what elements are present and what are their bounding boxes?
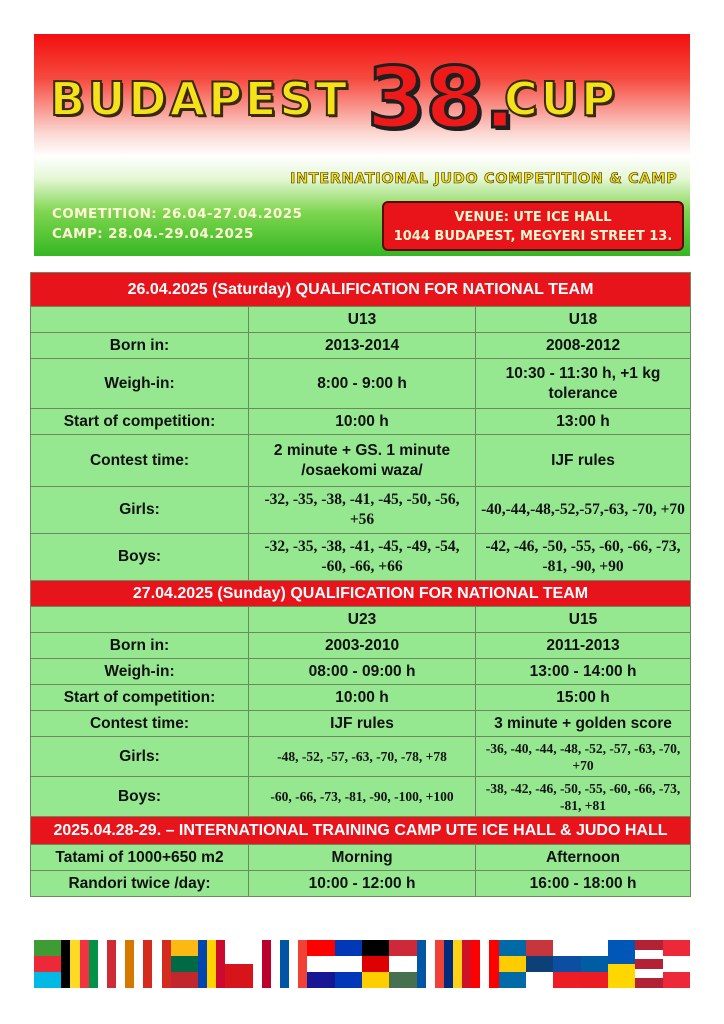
day1-age-group-1: U13 bbox=[249, 307, 476, 333]
weight-categories: -42, -46, -50, -55, -60, -66, -73, -81, -90, +90 bbox=[476, 534, 691, 581]
day1-age-row bbox=[31, 307, 691, 333]
day1-start-row bbox=[31, 409, 691, 435]
slovenia-flag bbox=[581, 940, 608, 988]
row-label: Tatami of 1000+650 m2 bbox=[31, 845, 249, 871]
weight-categories: -48, -52, -57, -63, -70, -78, +78 bbox=[249, 737, 476, 777]
table-cell: 15:00 h bbox=[476, 685, 691, 711]
slovakia-flag bbox=[553, 940, 580, 988]
day2-contest-row bbox=[31, 711, 691, 737]
croatia-flag bbox=[307, 940, 334, 988]
table-cell: 13:00 - 14:00 h bbox=[476, 659, 691, 685]
event-banner bbox=[34, 34, 690, 256]
table-cell: 2013-2014 bbox=[249, 333, 476, 359]
row-label: Weigh-in: bbox=[31, 359, 249, 409]
germany-flag bbox=[362, 940, 389, 988]
day2-empty-cell bbox=[31, 607, 249, 633]
venue-box bbox=[382, 201, 684, 251]
day1-boys-row bbox=[31, 534, 691, 581]
venue-address: 1044 BUDAPEST, MEGYERI STREET 13. bbox=[393, 229, 673, 244]
table-cell: 2003-2010 bbox=[249, 633, 476, 659]
day2-boys-row bbox=[31, 777, 691, 817]
czechia-flag bbox=[225, 940, 252, 988]
weight-categories: -40,-44,-48,-52,-57,-63, -70, +70 bbox=[476, 487, 691, 534]
switzerland-flag bbox=[471, 940, 498, 988]
day1-age-group-2: U18 bbox=[476, 307, 691, 333]
moldova-flag bbox=[198, 940, 225, 988]
japan-flag bbox=[253, 940, 280, 988]
banner-title-budapest: BUDAPEST bbox=[50, 72, 350, 126]
cyprus-flag bbox=[116, 940, 143, 988]
table-cell: 08:00 - 09:00 h bbox=[249, 659, 476, 685]
row-label: Girls: bbox=[31, 487, 249, 534]
hungary-flag bbox=[389, 940, 416, 988]
weight-categories: -60, -66, -73, -81, -90, -100, +100 bbox=[249, 777, 476, 817]
table-cell: 2011-2013 bbox=[476, 633, 691, 659]
israel-flag bbox=[335, 940, 362, 988]
table-cell: Morning bbox=[249, 845, 476, 871]
row-label: Start of competition: bbox=[31, 685, 249, 711]
row-label: Girls: bbox=[31, 737, 249, 777]
table-cell: 2 minute + GS. 1 minute /osaekomi waza/ bbox=[249, 435, 476, 487]
row-label: Contest time: bbox=[31, 711, 249, 737]
competition-dates: COMETITION: 26.04-27.04.2025 bbox=[52, 206, 303, 222]
day2-start-row bbox=[31, 685, 691, 711]
austria-flag bbox=[663, 940, 690, 988]
day2-header: 27.04.2025 (Sunday) QUALIFICATION FOR NATIONAL TEAM bbox=[31, 581, 691, 607]
banner-edition-number: 38. bbox=[367, 49, 516, 147]
camp-header-row bbox=[31, 817, 691, 845]
day1-weighin-row bbox=[31, 359, 691, 409]
day1-contest-row bbox=[31, 435, 691, 487]
camp-header: 2025.04.28-29. – INTERNATIONAL TRAINING CAMP UTE ICE HALL & JUDO HALL bbox=[31, 817, 691, 845]
day2-age-group-2: U15 bbox=[476, 607, 691, 633]
day2-born-row bbox=[31, 633, 691, 659]
table-cell: 10:00 - 12:00 h bbox=[249, 871, 476, 897]
table-cell: 13:00 h bbox=[476, 409, 691, 435]
weight-categories: -38, -42, -46, -50, -55, -60, -66, -73, -81, +81 bbox=[476, 777, 691, 817]
weight-categories: -32, -35, -38, -41, -45, -50, -56, +56 bbox=[249, 487, 476, 534]
table-cell: 3 minute + golden score bbox=[476, 711, 691, 737]
table-cell: Afternoon bbox=[476, 845, 691, 871]
day2-girls-row bbox=[31, 737, 691, 777]
italy-flag bbox=[89, 940, 116, 988]
day2-header-row bbox=[31, 581, 691, 607]
banner-subtitle: INTERNATIONAL JUDO COMPETITION & CAMP bbox=[290, 171, 678, 187]
weight-categories: -36, -40, -44, -48, -52, -57, -63, -70, +70 bbox=[476, 737, 691, 777]
day1-girls-row bbox=[31, 487, 691, 534]
schedule-table bbox=[30, 272, 691, 897]
romania-flag bbox=[444, 940, 471, 988]
france-flag bbox=[280, 940, 307, 988]
canada-flag bbox=[143, 940, 170, 988]
day2-age-group-1: U23 bbox=[249, 607, 476, 633]
table-cell: 10:30 - 11:30 h, +1 kg tolerance bbox=[476, 359, 691, 409]
country-flags-strip bbox=[34, 940, 690, 988]
camp-dates: CAMP: 28.04.-29.04.2025 bbox=[52, 226, 254, 242]
table-cell: 16:00 - 18:00 h bbox=[476, 871, 691, 897]
row-label: Contest time: bbox=[31, 435, 249, 487]
camp-randori-row bbox=[31, 871, 691, 897]
azerbaijan-flag bbox=[34, 940, 61, 988]
belgium-flag bbox=[61, 940, 88, 988]
table-cell: 2008-2012 bbox=[476, 333, 691, 359]
table-cell: 8:00 - 9:00 h bbox=[249, 359, 476, 409]
serbia-flag bbox=[526, 940, 553, 988]
venue-name: VENUE: UTE ICE HALL bbox=[454, 210, 612, 225]
row-label: Weigh-in: bbox=[31, 659, 249, 685]
camp-tatami-row bbox=[31, 845, 691, 871]
banner-dates bbox=[52, 204, 302, 244]
row-label: Start of competition: bbox=[31, 409, 249, 435]
day1-empty-cell bbox=[31, 307, 249, 333]
weight-categories: -32, -35, -38, -41, -45, -49, -54, -60, -66, +66 bbox=[249, 534, 476, 581]
sweden-flag bbox=[499, 940, 526, 988]
table-cell: IJF rules bbox=[249, 711, 476, 737]
row-label: Randori twice /day: bbox=[31, 871, 249, 897]
day2-age-row bbox=[31, 607, 691, 633]
table-cell: 10:00 h bbox=[249, 409, 476, 435]
row-label: Born in: bbox=[31, 633, 249, 659]
france-flag bbox=[417, 940, 444, 988]
row-label: Boys: bbox=[31, 534, 249, 581]
day2-weighin-row bbox=[31, 659, 691, 685]
ukraine-flag bbox=[608, 940, 635, 988]
table-cell: 10:00 h bbox=[249, 685, 476, 711]
banner-title-cup: CUP bbox=[504, 72, 618, 126]
usa-flag bbox=[635, 940, 662, 988]
row-label: Born in: bbox=[31, 333, 249, 359]
day1-header-row bbox=[31, 273, 691, 307]
day1-header: 26.04.2025 (Saturday) QUALIFICATION FOR NATIONAL TEAM bbox=[31, 273, 691, 307]
lithuania-flag bbox=[171, 940, 198, 988]
row-label: Boys: bbox=[31, 777, 249, 817]
table-cell: IJF rules bbox=[476, 435, 691, 487]
day1-born-row bbox=[31, 333, 691, 359]
